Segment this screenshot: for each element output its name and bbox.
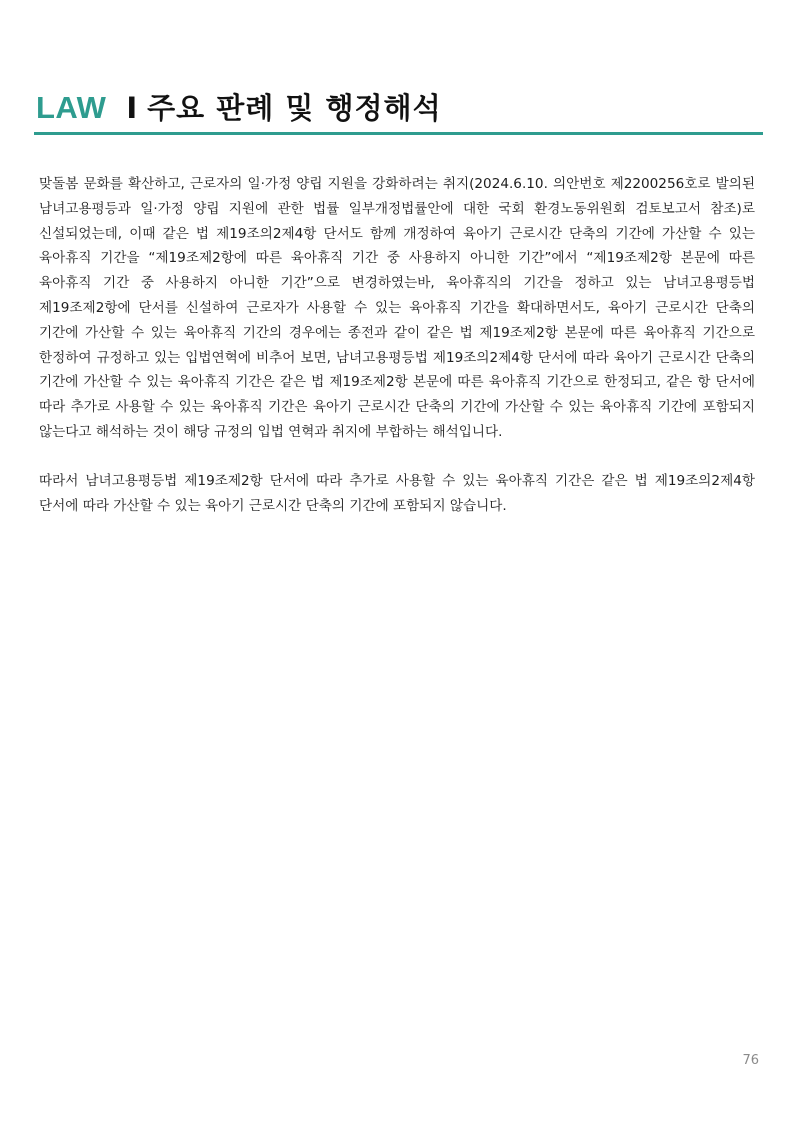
body-paragraph-1: 맞돌봄 문화를 확산하고, 근로자의 일·가정 양립 지원을 강화하려는 취지(2024.6.10. 의안번호 제2200256호로 발의된 남녀고용평등과 일·가정 양립 지원에 관한 법률 일부개정법률안에 대한 국회 환경노동위원회 검토보고서 참조)로 신설되었는데, 이때 같은 법 제19조의2제4항 단서도 함께 개정하여 육아기 근로시간 단축의 기간에 가산할 수 있는 육아휴직 기간을 “제19조제2항에 따른 육아휴직 기간 중 사용하지 아니한 기간”에서 “제19조제2항 본문에 따른 육아휴직 기간 중 사용하지 아니한 기간”으로 변경하였는바, 육아휴직의 기간을 정하고 있는 남녀고용평등법 제19조제2항에 단서를 신설하여 근로자가 사용할 수 있는 육아휴직 기간을 확대하면서도, 육아기 근로시간 단축의 기간에 가산할 수 있는 육아휴직 기간의 경우에는 종전과 같이 같은 법 제19조제2항 본문에 따른 육아휴직 기간으로 한정하여 규정하고 있는 입법연혁에 비추어 보면, 남녀고용평등법 제19조의2제4항 단서에 따라 육아기 근로시간 단축의 기간에 가산할 수 있는 육아휴직 기간은 같은 법 제19조제2항 본문에 따른 육아휴직 기간으로 한정되고, 같은 항 단서에 따라 추가로 사용할 수 있는 육아휴직 기간은 육아기 근로시간 단축의 기간에 가산할 수 있는 육아휴직 기간에 포함되지 않는다고 해석하는 것이 해당 규정의 입법 연혁과 취지에 부합하는 해석입니다. xyxy=(39,176,755,440)
document-body xyxy=(39,172,755,518)
page-title: 주요 판례 및 행정해석 xyxy=(147,91,442,125)
section-header xyxy=(36,86,763,126)
law-label: LAW xyxy=(36,90,107,125)
header-separator: I xyxy=(126,91,138,125)
page-number: 76 xyxy=(742,1053,759,1068)
header-divider xyxy=(34,132,763,135)
body-paragraph-2: 따라서 남녀고용평등법 제19조제2항 단서에 따라 추가로 사용할 수 있는 육아휴직 기간은 같은 법 제19조의2제4항 단서에 따라 가산할 수 있는 육아기 근로시간 단축의 기간에 포함되지 않습니다. xyxy=(39,472,755,514)
